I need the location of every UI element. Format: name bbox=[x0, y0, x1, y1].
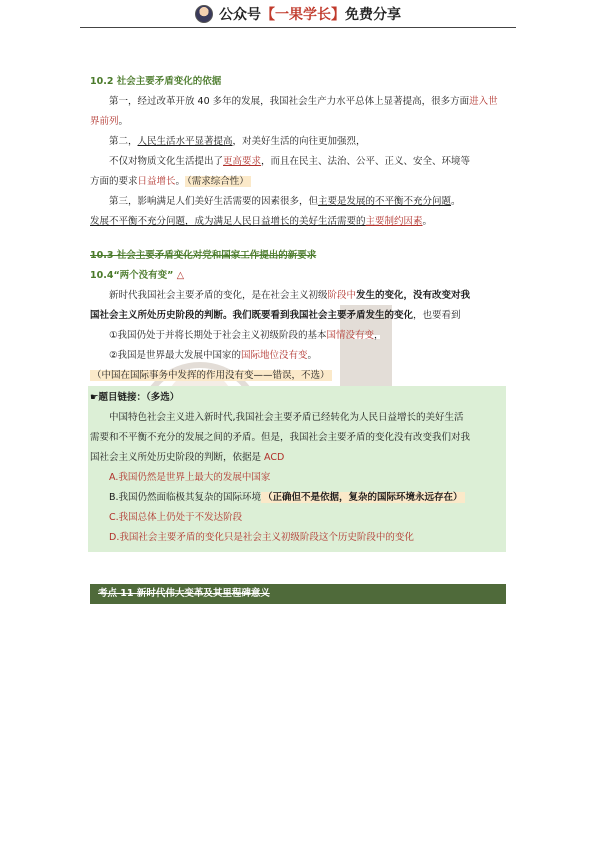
text: 新时代我国社会主要矛盾的变化，是在社会主义初级 bbox=[109, 290, 328, 301]
paragraph bbox=[90, 286, 506, 306]
highlight-text: 阶段中 bbox=[327, 290, 357, 301]
bold-text: 国社会主义所处历史阶段的判断。我们既要看到我国社会主要矛盾发生的变化 bbox=[90, 310, 414, 321]
highlight-text: 主要制约因素 bbox=[365, 216, 423, 227]
paragraph bbox=[90, 152, 506, 172]
option-d: D.我国社会主要矛盾的变化只是社会主义初级阶段这个历史阶段中的变化 bbox=[109, 532, 414, 543]
text: ， bbox=[374, 330, 384, 341]
text: 。 bbox=[422, 216, 433, 227]
paragraph bbox=[90, 172, 506, 192]
question-text: 中国特色社会主义进入新时代,我国社会主要矛盾已经转化为人民日益增长的美好生活 bbox=[109, 412, 464, 423]
text: 。 bbox=[118, 116, 129, 127]
text: ，对美好生活的向往更加强烈， bbox=[232, 136, 366, 147]
highlight-text: 进入世界前列 bbox=[90, 96, 498, 127]
highlight-text: 更高要求 bbox=[223, 156, 262, 167]
text: B.我国仍然面临极其复杂的国际环境 bbox=[109, 492, 262, 503]
section-title-10-4 bbox=[90, 266, 506, 286]
triangle-icon: △ bbox=[176, 270, 185, 281]
text: 方面的要求 bbox=[90, 176, 138, 187]
text: 第三，影响满足人们美好生活需要的因素很多，但 bbox=[109, 196, 319, 207]
note-text: （需求综合性） bbox=[187, 176, 249, 187]
document-body bbox=[90, 72, 506, 552]
underlined-text: 主要是发展的不平衡不充分问题 bbox=[318, 196, 452, 207]
text: 。 bbox=[451, 196, 461, 207]
text: ①我国仍处于并将长期处于社会主义初级阶段的基本 bbox=[109, 330, 327, 341]
question-box bbox=[88, 386, 506, 552]
paragraph bbox=[90, 326, 506, 346]
underlined-text: 人民生活水平显著提高 bbox=[137, 136, 233, 147]
page-header bbox=[0, 0, 596, 28]
section-title-10-3: 10.3 社会主要矛盾变化对党和国家工作提出的新要求 bbox=[90, 250, 317, 261]
paragraph bbox=[90, 212, 506, 232]
question-text: 需要和不平衡不充分的发展之间的矛盾。但是，我国社会主要矛盾的变化没有改变我们对我 bbox=[90, 432, 471, 443]
avatar-icon bbox=[195, 5, 213, 23]
header-divider bbox=[80, 27, 516, 28]
kaodian-title: 考点 11 新时代伟大变革及其里程碑意义 bbox=[98, 588, 270, 599]
title-text: 10.4“两个没有变” bbox=[90, 270, 174, 281]
highlight-text: 国情没有变 bbox=[326, 330, 375, 341]
text: 。 bbox=[307, 350, 318, 361]
text: 。 bbox=[175, 176, 186, 187]
bold-text: 没有改变对我 bbox=[413, 290, 471, 301]
option-b bbox=[90, 488, 504, 508]
header-text-highlight: 【一果学长】 bbox=[261, 7, 345, 23]
question-text bbox=[90, 448, 504, 468]
bold-text: 发生的变化， bbox=[356, 290, 414, 301]
note-text: （中国在国际事务中发挥的作用没有变——错误，不选） bbox=[92, 370, 330, 381]
paragraph bbox=[90, 306, 506, 326]
header-text-after: 免费分享 bbox=[345, 7, 401, 23]
option-a: A.我国仍然是世界上最大的发展中国家 bbox=[109, 472, 271, 483]
text: ②我国是世界最大发展中国家的 bbox=[109, 350, 242, 361]
question-label: ☛题目链接：（多选） bbox=[90, 392, 180, 403]
highlight-text: 国际地位没有变 bbox=[241, 350, 308, 361]
header-text-before: 公众号 bbox=[219, 7, 261, 23]
paragraph bbox=[90, 132, 506, 152]
text: 不仅对物质文化生活提出了 bbox=[109, 156, 224, 167]
option-c: C.我国总体上仍处于不发达阶段 bbox=[109, 512, 243, 523]
paragraph bbox=[90, 346, 506, 366]
text: 第一，经过改革开放 40 多年的发展，我国社会生产力水平总体上显著提高，很多方面 bbox=[109, 96, 470, 107]
spacer bbox=[90, 232, 506, 246]
section-title-10-2: 10.2 社会主要矛盾变化的依据 bbox=[90, 76, 222, 87]
paragraph bbox=[90, 192, 506, 212]
text: 国社会主义所处历史阶段的判断，依据是 bbox=[90, 452, 262, 463]
note-text: （正确但不是依据，复杂的国际环境永远存在） bbox=[263, 492, 463, 503]
paragraph bbox=[90, 366, 506, 386]
underlined-text: 发展不平衡不充分问题，成为满足人民日益增长的美好生活需要的 bbox=[90, 216, 366, 227]
text: 第二， bbox=[109, 136, 138, 147]
answer-text: ACD bbox=[264, 452, 285, 463]
text: ，也要看到 bbox=[413, 310, 461, 321]
highlight-text: 日益增长 bbox=[137, 176, 176, 187]
kaodian-bar bbox=[90, 584, 506, 604]
paragraph bbox=[90, 92, 506, 132]
text: ，而且在民主、法治、公平、正义、安全、环境等 bbox=[261, 156, 471, 167]
